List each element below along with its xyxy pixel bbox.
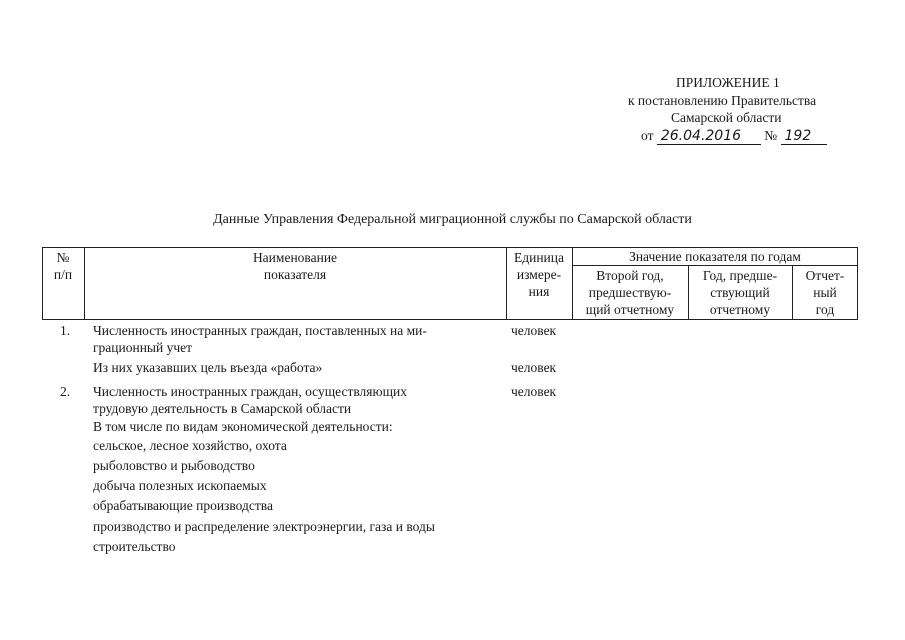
row-label: Из них указавших цель въезда «работа»	[93, 360, 323, 375]
group-divider	[572, 265, 858, 266]
header-year-line: ный	[813, 285, 837, 300]
row-number: 1.	[60, 323, 71, 338]
document-title: Данные Управления Федеральной миграционной службы по Самарской области	[213, 212, 692, 227]
row-number: 2.	[60, 384, 71, 399]
header-name	[84, 249, 506, 283]
row-label: обрабатывающие производства	[93, 498, 273, 513]
header-year-reporting	[792, 267, 858, 318]
row-label: рыболовство и рыбоводство	[93, 458, 255, 473]
row-label: грационный учет	[93, 340, 193, 355]
header-num	[42, 249, 84, 283]
header-num-line: №	[56, 250, 70, 265]
header-year-second-prior	[572, 267, 688, 318]
row-label: строительство	[93, 539, 176, 554]
header-year-line: предшествую-	[588, 285, 672, 300]
header-year-line: Отчет-	[805, 268, 845, 283]
row-label: В том числе по видам экономической деятельности:	[93, 419, 393, 434]
row-label: Численность иностранных граждан, поставленных на ми-	[93, 323, 427, 338]
approval-date-number-line	[641, 127, 827, 145]
header-unit-line: измере-	[516, 267, 562, 282]
header-name-line: Наименование	[252, 250, 338, 265]
header-unit	[506, 249, 572, 300]
row-label: производство и распределение электроэнергии, газа и воды	[93, 519, 435, 534]
header-year-prior	[688, 267, 792, 318]
header-year-line: отчетному	[709, 302, 771, 317]
row-unit: человек	[511, 323, 557, 338]
handwritten-number: 192	[781, 129, 827, 145]
approval-line-region: Самарской области	[671, 110, 782, 125]
header-year-line: ствующий	[710, 285, 770, 300]
header-year-line: год	[815, 302, 835, 317]
header-year-line: щий отчетному	[585, 302, 675, 317]
header-unit-line: ния	[528, 284, 550, 299]
header-unit-line: Единица	[513, 250, 564, 265]
approval-line-resolution: к постановлению Правительства	[628, 93, 817, 108]
header-year-line: Год, предше-	[702, 268, 778, 283]
row-label: Численность иностранных граждан, осуществляющих	[93, 384, 407, 399]
date-prefix: от	[641, 128, 654, 143]
table-header	[42, 247, 858, 320]
row-label: трудовую деятельность в Самарской области	[93, 401, 352, 416]
row-unit: человек	[511, 360, 557, 375]
row-label: сельское, лесное хозяйство, охота	[93, 438, 287, 453]
appendix-title: ПРИЛОЖЕНИЕ 1	[676, 75, 780, 90]
header-values-group: Значение показателя по годам	[629, 249, 801, 264]
handwritten-date: 26.04.2016	[657, 129, 761, 145]
header-num-line: п/п	[53, 267, 73, 282]
number-prefix: №	[764, 128, 778, 143]
table-border-bottom	[42, 319, 858, 320]
row-unit: человек	[511, 384, 557, 399]
row-label: добыча полезных ископаемых	[93, 478, 267, 493]
header-name-line: показателя	[263, 267, 327, 282]
header-year-line: Второй год,	[596, 268, 664, 283]
